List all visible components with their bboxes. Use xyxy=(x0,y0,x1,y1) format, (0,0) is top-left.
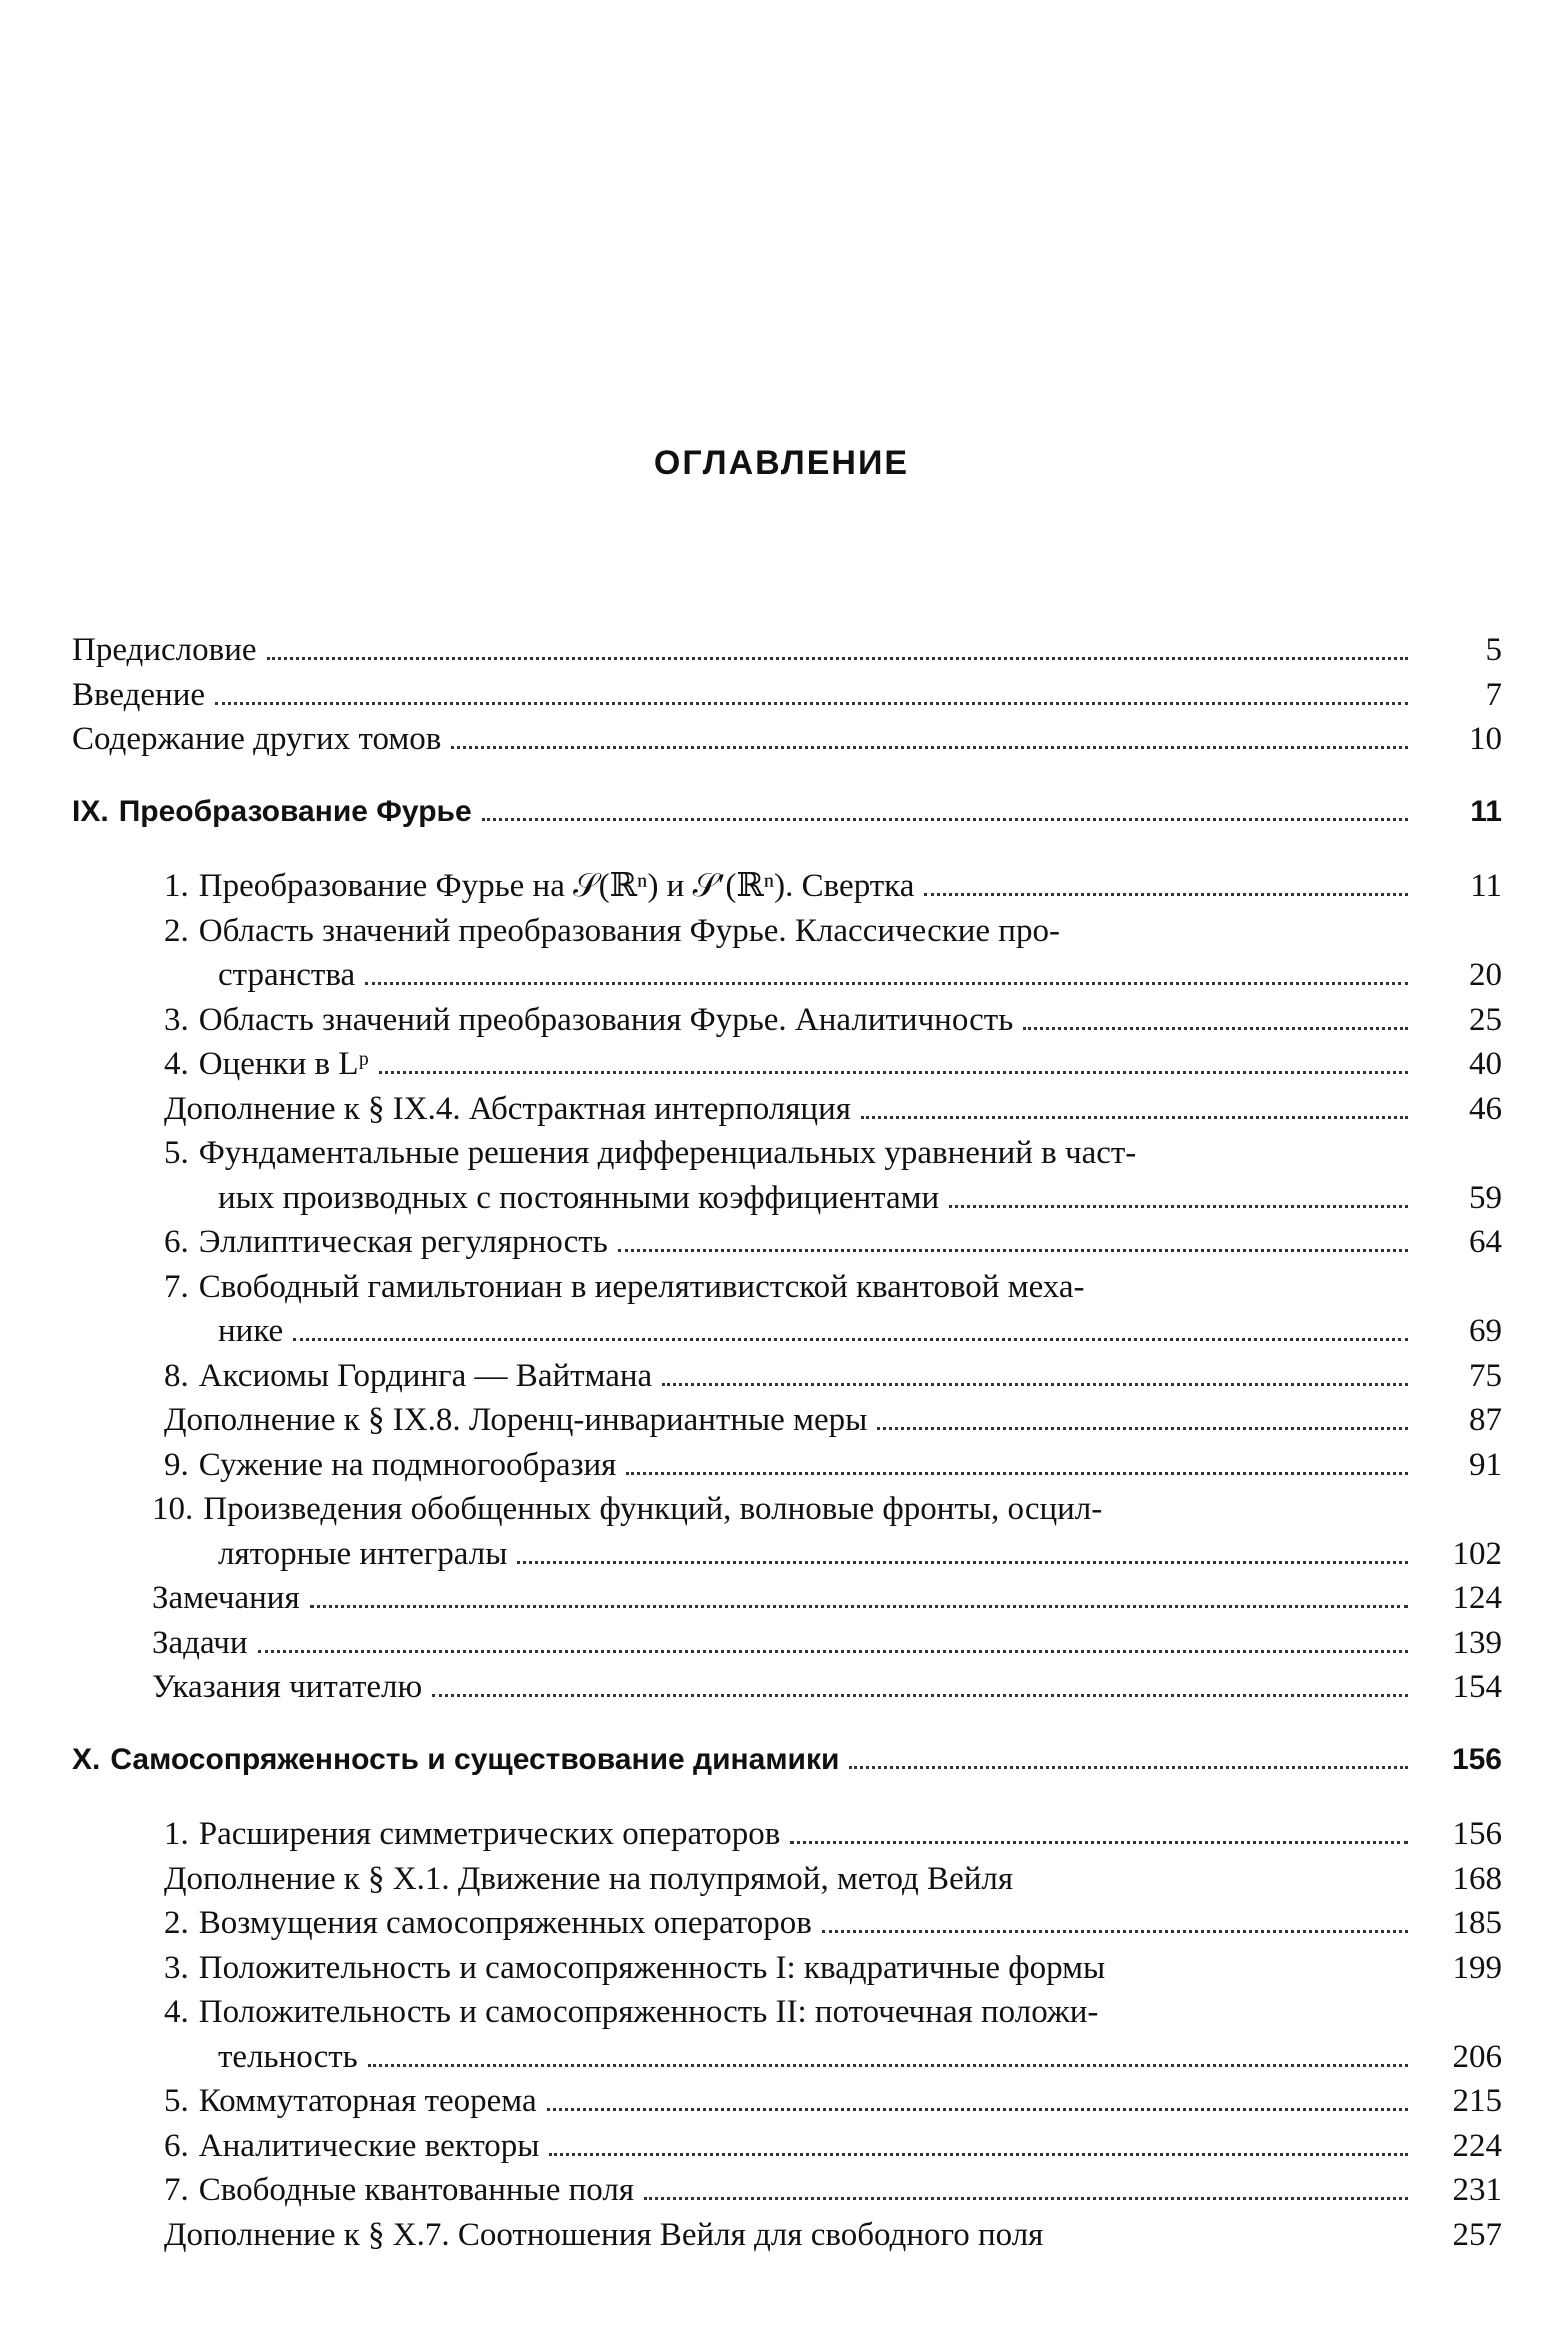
dot-leader xyxy=(644,2197,1408,2200)
toc-entry-continuation[interactable] xyxy=(72,1309,1502,1354)
entry-page: 185 xyxy=(1452,1905,1502,1941)
entry-title: Фундаментальные решения дифференциальных уравнений в част- xyxy=(198,1135,1137,1171)
entry-label xyxy=(164,1265,1085,1310)
entry-title: Расширения симметрических операторов xyxy=(198,1816,781,1852)
section-gap xyxy=(72,834,1502,864)
entry-title: Положительность и самосопряженность I: квадратичные формы xyxy=(198,1949,1106,1986)
entry-page: 59 xyxy=(1469,1179,1502,1216)
entry-page: 5 xyxy=(1485,632,1502,668)
chapter-title: Преобразование Фурье xyxy=(118,794,472,828)
dot-leader xyxy=(877,1427,1408,1430)
entry-page: 69 xyxy=(1469,1313,1502,1349)
dot-leader xyxy=(626,1472,1408,1475)
toc-entry[interactable] xyxy=(72,717,1502,762)
entry-label: Указания читателю xyxy=(152,1669,423,1705)
entry-number: 3. xyxy=(164,1949,189,1986)
entry-number: 5. xyxy=(164,1135,189,1171)
chapter-title: Самосопряженность и существование динамики xyxy=(110,1742,840,1776)
entry-continuation: странства xyxy=(218,957,356,993)
chapter-page: 11 xyxy=(1470,794,1502,828)
chapter-label xyxy=(72,1738,839,1783)
entry-label xyxy=(164,998,1013,1043)
dot-leader xyxy=(949,1205,1408,1208)
dot-leader xyxy=(293,1338,1408,1341)
dot-leader xyxy=(549,2153,1408,2156)
entry-label xyxy=(164,1220,608,1265)
entry-label xyxy=(164,1901,812,1946)
entry-page: 199 xyxy=(1452,1949,1502,1986)
dot-leader xyxy=(822,1930,1408,1933)
entry-title: Оценки в Lᵖ xyxy=(198,1046,369,1082)
section-gap xyxy=(72,1710,1502,1738)
entry-page: 75 xyxy=(1469,1357,1502,1394)
entry-page: 25 xyxy=(1469,1001,1502,1038)
dot-leader xyxy=(432,1694,1408,1697)
entry-label: Введение xyxy=(72,676,206,713)
toc-entry[interactable] xyxy=(72,1443,1502,1488)
entry-page: 139 xyxy=(1452,1624,1502,1661)
toc-entry[interactable] xyxy=(72,1857,1502,1902)
toc-entry[interactable] xyxy=(72,2124,1502,2169)
entry-title: Дополнение к § IX.4. Абстрактная интерполяция xyxy=(164,1090,851,1127)
dot-leader xyxy=(618,1249,1408,1252)
toc-entry[interactable] xyxy=(72,2168,1502,2213)
entry-number: 6. xyxy=(164,2127,189,2164)
toc-entry[interactable] xyxy=(72,628,1502,673)
entry-page: 10 xyxy=(1469,721,1502,757)
entry-continuation: тельность xyxy=(218,2038,358,2075)
entry-continuation: иых производных с постоянными коэффициентами xyxy=(218,1179,940,1216)
entry-number: 2. xyxy=(164,1905,189,1941)
entry-page: 7 xyxy=(1485,676,1502,713)
toc-entry[interactable] xyxy=(72,2079,1502,2124)
entry-page: 46 xyxy=(1469,1090,1502,1127)
dot-leader xyxy=(1023,1027,1408,1030)
entry-number: 10. xyxy=(152,1491,194,1527)
toc-entry[interactable] xyxy=(72,1990,1502,2035)
entry-label xyxy=(164,2213,1043,2258)
chapter-number: X. xyxy=(72,1742,101,1776)
toc-entry[interactable] xyxy=(72,1812,1502,1857)
entry-title: Аксиомы Гординга — Вайтмана xyxy=(198,1357,653,1394)
toc-entry[interactable] xyxy=(72,1354,1502,1399)
toc-entry[interactable] xyxy=(72,1946,1502,1991)
entry-number: 4. xyxy=(164,1046,189,1082)
toc-entry[interactable] xyxy=(72,1220,1502,1265)
dot-leader xyxy=(861,1116,1408,1119)
toc-entry[interactable] xyxy=(72,1042,1502,1087)
table-of-contents xyxy=(72,628,1502,2257)
toc-entry[interactable] xyxy=(72,1487,1502,1532)
dot-leader xyxy=(547,2108,1408,2111)
toc-entry[interactable] xyxy=(72,1398,1502,1443)
entry-title: Аналитические векторы xyxy=(198,2127,540,2164)
entry-title: Дополнение к § IX.8. Лоренц-инвариантные меры xyxy=(164,1402,868,1438)
entry-label xyxy=(164,864,914,909)
toc-entry[interactable] xyxy=(72,673,1502,718)
chapter-page: 156 xyxy=(1451,1742,1502,1776)
entry-number: 6. xyxy=(164,1224,189,1260)
dot-leader xyxy=(215,702,1408,705)
toc-entry-continuation[interactable] xyxy=(72,1532,1502,1577)
toc-entry[interactable] xyxy=(72,864,1502,909)
entry-label xyxy=(164,1042,369,1087)
toc-entry[interactable] xyxy=(72,1621,1502,1666)
entry-label xyxy=(164,1087,851,1132)
page-title: ОГЛАВЛЕНИЕ xyxy=(653,444,910,482)
dot-leader xyxy=(517,1561,1408,1564)
entry-number: 2. xyxy=(164,912,189,949)
entry-label xyxy=(164,1443,616,1488)
dot-leader xyxy=(365,982,1408,985)
dot-leader xyxy=(267,657,1409,660)
entry-page: 87 xyxy=(1469,1402,1502,1438)
toc-entry[interactable] xyxy=(72,998,1502,1043)
entry-number: 5. xyxy=(164,2083,189,2119)
chapter-heading[interactable] xyxy=(72,1738,1502,1783)
dot-leader xyxy=(451,746,1408,749)
entry-label xyxy=(164,2168,634,2213)
toc-entry[interactable] xyxy=(72,1265,1502,1310)
entry-page: 40 xyxy=(1469,1046,1502,1082)
entry-title: Область значений преобразования Фурье. Аналитичность xyxy=(198,1001,1014,1038)
entry-label: Предисловие xyxy=(72,632,257,668)
entry-title: Положительность и самосопряженность II: поточечная положи- xyxy=(198,1994,1099,2030)
entry-page: 124 xyxy=(1452,1580,1502,1616)
entry-page: 156 xyxy=(1452,1816,1502,1852)
entry-number: 1. xyxy=(164,1816,189,1852)
entry-number: 3. xyxy=(164,1001,189,1038)
entry-page: 11 xyxy=(1470,868,1502,904)
entry-number: 9. xyxy=(164,1446,189,1483)
chapter-number: IX. xyxy=(72,794,109,828)
entry-title: Свободный гамильтониан в иерелятивистской квантовой меха- xyxy=(198,1268,1085,1305)
toc-entry[interactable] xyxy=(72,1087,1502,1132)
entry-title: Свободные квантованные поля xyxy=(198,2172,635,2208)
dot-leader xyxy=(310,1605,1408,1608)
entry-continuation: нике xyxy=(218,1313,284,1349)
toc-entry[interactable] xyxy=(72,909,1502,954)
entry-number: 4. xyxy=(164,1994,189,2030)
entry-page: 224 xyxy=(1452,2127,1502,2164)
entry-page: 206 xyxy=(1452,2038,1502,2075)
entry-label xyxy=(164,1812,780,1857)
entry-title: Эллиптическая регулярность xyxy=(198,1224,608,1260)
entry-number: 1. xyxy=(164,868,189,904)
toc-entry[interactable] xyxy=(72,2213,1502,2258)
toc-entry[interactable] xyxy=(72,1576,1502,1621)
entry-page: 64 xyxy=(1469,1224,1502,1260)
entry-label xyxy=(164,1354,652,1399)
entry-page: 20 xyxy=(1469,957,1502,993)
entry-title: Область значений преобразования Фурье. Классические про- xyxy=(198,912,1060,949)
toc-entry-continuation[interactable] xyxy=(72,953,1502,998)
section-gap xyxy=(72,762,1502,790)
entry-title: Коммутаторная теорема xyxy=(198,2083,537,2119)
dot-leader xyxy=(482,818,1408,821)
entry-label xyxy=(152,1487,1102,1532)
dot-leader xyxy=(379,1071,1408,1074)
entry-title: Возмущения самосопряженных операторов xyxy=(198,1905,812,1941)
entry-label: Замечания xyxy=(152,1580,300,1616)
entry-label: Задачи xyxy=(152,1624,248,1661)
entry-page: 231 xyxy=(1452,2172,1502,2208)
entry-title: Произведения обобщенных функций, волновые фронты, осцил- xyxy=(203,1491,1103,1527)
entry-label xyxy=(164,1131,1136,1176)
entry-title: Сужение на подмногообразия xyxy=(198,1446,617,1483)
entry-page: 215 xyxy=(1452,2083,1502,2119)
entry-label xyxy=(164,1857,1013,1902)
entry-label xyxy=(164,1398,867,1443)
chapter-label xyxy=(72,790,472,835)
toc-entry-continuation[interactable] xyxy=(72,1176,1502,1221)
section-gap xyxy=(72,1782,1502,1812)
entry-label xyxy=(164,1946,1105,1991)
toc-entry[interactable] xyxy=(72,1901,1502,1946)
entry-label xyxy=(164,1990,1098,2035)
entry-title: Дополнение к § X.1. Движение на полупрямой, метод Вейля xyxy=(164,1860,1014,1897)
dot-leader xyxy=(924,893,1408,896)
entry-number: 8. xyxy=(164,1357,189,1394)
entry-continuation: ляторные интегралы xyxy=(218,1535,508,1572)
dot-leader xyxy=(258,1650,1408,1653)
entry-label xyxy=(164,909,1060,954)
entry-title: Преобразование Фурье на 𝒮(ℝⁿ) и 𝒮′(ℝⁿ). Свертка xyxy=(198,868,915,904)
entry-title: Дополнение к § X.7. Соотношения Вейля для свободного поля xyxy=(164,2216,1044,2253)
entry-page: 168 xyxy=(1452,1860,1502,1897)
toc-entry[interactable] xyxy=(72,1131,1502,1176)
entry-label xyxy=(164,2079,537,2124)
dot-leader xyxy=(849,1766,1408,1769)
dot-leader xyxy=(368,2064,1408,2067)
dot-leader xyxy=(790,1841,1408,1844)
entry-page: 154 xyxy=(1452,1669,1502,1705)
dot-leader xyxy=(662,1383,1408,1386)
entry-label xyxy=(164,2124,539,2169)
entry-label: Содержание других томов xyxy=(72,721,442,757)
toc-entry-continuation[interactable] xyxy=(72,2035,1502,2080)
chapter-heading[interactable] xyxy=(72,790,1502,835)
entry-number: 7. xyxy=(164,2172,189,2208)
toc-entry[interactable] xyxy=(72,1665,1502,1710)
entry-page: 102 xyxy=(1452,1535,1502,1572)
entry-number: 7. xyxy=(164,1268,189,1305)
entry-page: 91 xyxy=(1469,1446,1502,1483)
entry-page: 257 xyxy=(1452,2216,1502,2253)
